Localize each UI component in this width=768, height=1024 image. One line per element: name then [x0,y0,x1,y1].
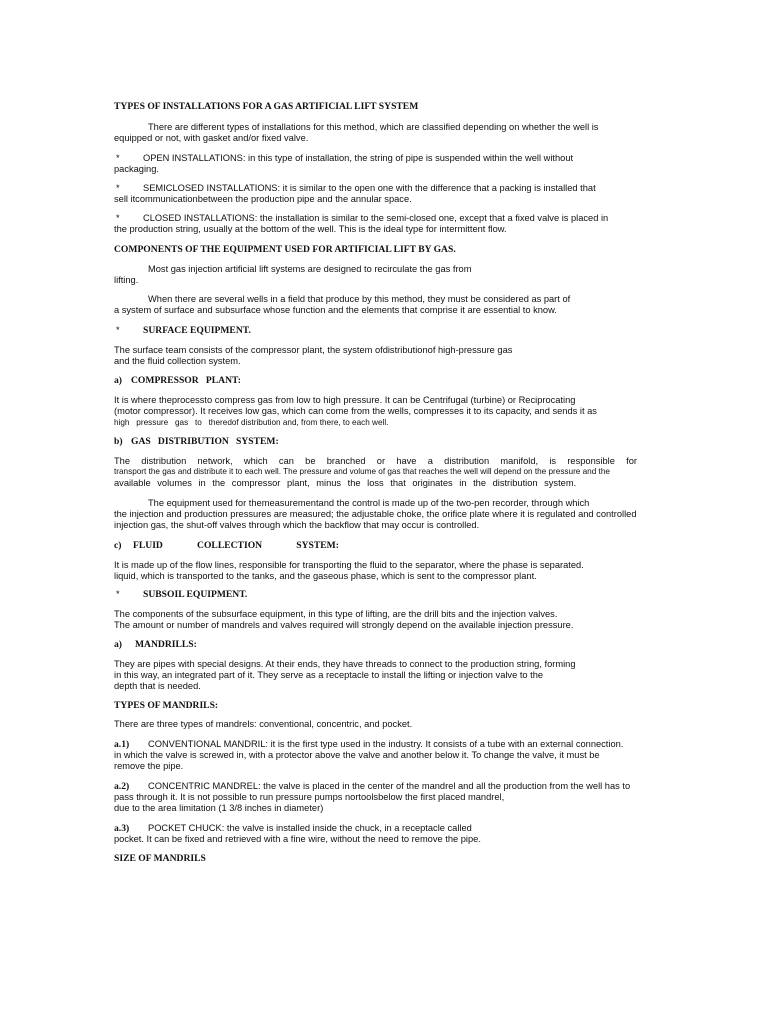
bullet-marker: * [116,153,120,163]
bullet-marker: * [116,183,120,193]
paragraph-line: (motor compressor). It receives low gas, which can come from the wells, compresses it to its capacity, and sends it as [114,406,597,416]
paragraph-line: OPEN INSTALLATIONS: in this type of installation, the string of pipe is suspended within the well without [143,153,574,163]
heading-compressor-plant: COMPRESSOR PLANT: [131,375,241,386]
paragraph-line: remove the pipe. [114,761,184,771]
paragraph-line: in this way, an integrated part of it. They serve as a receptacle to install the lifting or injection valve to the [114,670,544,680]
heading-fluid-collection: FLUID COLLECTION SYSTEM: [133,540,339,551]
paragraph-line: CONCENTRIC MANDREL: the valve is placed in the center of the mandrel and all the production from the well has to [148,781,631,791]
paragraph-line: pass through it. It is not possible to run pressure pumps nortoolsbelow the first placed mandrel, [114,792,505,802]
paragraph-line: and the fluid collection system. [114,356,241,366]
paragraph-line: packaging. [114,164,159,174]
paragraph-line: POCKET CHUCK: the valve is installed inside the chuck, in a receptacle called [148,823,472,833]
heading-subsoil-equipment: SUBSOIL EQUIPMENT. [143,589,248,600]
paragraph-line: Most gas injection artificial lift systems are designed to recirculate the gas from [148,264,472,274]
bullet-marker: * [116,589,120,599]
paragraph-line: high pressure gas to theredof distribution and, from there, to each well. [114,418,389,427]
heading-mandrills: MANDRILLS: [135,639,197,650]
paragraph-line: in which the valve is screwed in, with a protector above the valve and another below it. To change the valve, it must be [114,750,600,760]
paragraph-line: lifting. [114,275,139,285]
types-paragraph: There are three types of mandrels: conventional, concentric, and pocket. [114,719,413,729]
paragraph-line: transport the gas and distribute it to each well. The pressure and volume of gas that reaches the well will depend on the pressure and the [114,467,610,476]
paragraph-line: The components of the subsurface equipment, in this type of lifting, are the drill bits and the injection valves. [114,609,558,619]
item-label: a) [114,375,122,386]
heading-components: COMPONENTS OF THE EQUIPMENT USED FOR ARTIFICIAL LIFT BY GAS. [114,244,456,255]
heading-size-of-mandrils: SIZE OF MANDRILS [114,853,206,864]
heading-installation-types: TYPES OF INSTALLATIONS FOR A GAS ARTIFICIAL LIFT SYSTEM [114,101,419,112]
heading-types-of-mandrils: TYPES OF MANDRILS: [114,700,219,711]
item-label: c) [114,540,122,551]
paragraph-line: It is where theprocessto compress gas from low to high pressure. It can be Centrifugal (turbine) or Reciprocating [114,395,576,405]
paragraph-line: due to the area limitation (1 3/8 inches in diameter) [114,803,324,813]
paragraph-line: When there are several wells in a field that produce by this method, they must be considered as part of [148,294,571,304]
paragraph-line: sell itcommunicationbetween the production pipe and the annular space. [114,194,412,204]
item-label: b) [114,436,123,447]
paragraph-line: The surface team consists of the compressor plant, the system ofdistributionof high-pressure gas [114,345,513,355]
paragraph-line: The amount or number of mandrels and valves required will strongly depend on the available injection pressure. [114,620,574,630]
heading-gas-distribution: GAS DISTRIBUTION SYSTEM: [131,436,279,447]
paragraph-line: injection gas, the shut-off valves through which the backflow that may occur is controlled. [114,520,480,530]
paragraph-line: CONVENTIONAL MANDRIL: it is the first type used in the industry. It consists of a tube with an external connection. [148,739,624,749]
item-label: a.3) [114,823,130,834]
paragraph-line: available volumes in the compressor plant, minus the loss that originates in the distribution system. [114,478,577,488]
paragraph-line: the production string, usually at the bottom of the well. This is the ideal type for intermittent flow. [114,224,507,234]
paragraph-line: It is made up of the flow lines, responsible for transporting the fluid to the separator, where the phase is separated. [114,560,584,570]
paragraph-line: There are different types of installations for this method, which are classified depending on whether the well is [148,122,599,132]
heading-surface-equipment: SURFACE EQUIPMENT. [143,325,251,336]
paragraph-line: depth that is needed. [114,681,201,691]
paragraph-line: The equipment used for themeasurementand the control is made up of the two-pen recorder, through which [148,498,590,508]
paragraph-line: equipped or not, with gasket and/or fixed valve. [114,133,309,143]
item-label: a) [114,639,122,650]
bullet-marker: * [116,213,120,223]
bullet-marker: * [116,325,120,335]
paragraph-line: the injection and production pressures are measured; the adjustable choke, the orifice plate where it is regulated and controlled [114,509,637,519]
paragraph-line: a system of surface and subsurface whose function and the elements that comprise it are essential to know. [114,305,557,315]
paragraph-line: SEMICLOSED INSTALLATIONS: it is similar to the open one with the difference that a packing is installed that [143,183,596,193]
paragraph-line: liquid, which is transported to the tanks, and the gaseous phase, which is sent to the compressor plant. [114,571,537,581]
item-label: a.2) [114,781,130,792]
paragraph-line: They are pipes with special designs. At their ends, they have threads to connect to the production string, forming [114,659,576,669]
paragraph-line: CLOSED INSTALLATIONS: the installation is similar to the semi-closed one, except that a fixed valve is placed in [143,213,609,223]
paragraph-line: pocket. It can be fixed and retrieved with a fine wire, without the need to remove the pipe. [114,834,481,844]
item-label: a.1) [114,739,130,750]
paragraph-line: The distribution network, which can be branched or have a distribution manifold, is responsible for [114,456,637,466]
